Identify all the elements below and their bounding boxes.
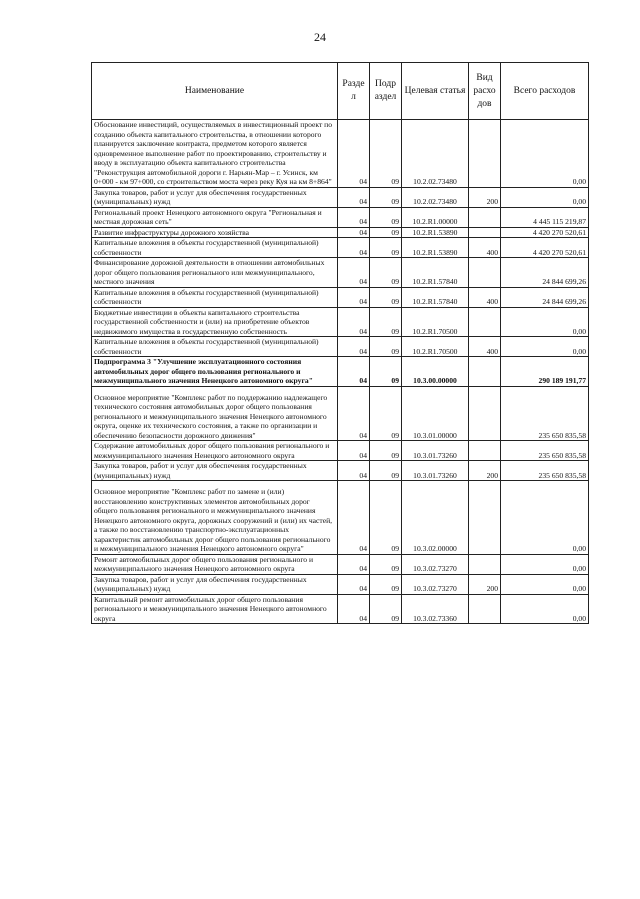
row-subsection: 09: [370, 258, 402, 288]
row-name: Капитальные вложения в объекты государственной (муниципальной) собственности: [92, 287, 338, 307]
row-section: 04: [338, 287, 370, 307]
budget-table: [91, 62, 589, 624]
row-target: 10.3.01.00000: [402, 386, 469, 441]
table-row: [92, 574, 589, 594]
row-subsection: 09: [370, 238, 402, 258]
row-total: 235 650 835,58: [501, 386, 589, 441]
row-target: 10.3.02.73270: [402, 554, 469, 574]
row-section: 04: [338, 258, 370, 288]
row-total: 0,00: [501, 594, 589, 624]
row-target: 10.2.R1.57840: [402, 287, 469, 307]
row-section: 04: [338, 307, 370, 337]
row-expense-type: 200: [469, 187, 501, 207]
table-row: [92, 461, 589, 481]
row-target: 10.2.R1.70500: [402, 307, 469, 337]
row-expense-type: [469, 120, 501, 188]
row-section: 04: [338, 386, 370, 441]
table-row: [92, 238, 589, 258]
row-name: Основное мероприятие "Комплекс работ по поддержанию надлежащего технического состояния автомобильных дорог общего пользования регионального и межмуниципального значения Ненецкого автономного округа, оценке их технического состояния, а также по организации и обеспечению безопасности дорожного движения": [92, 386, 338, 441]
row-total: 0,00: [501, 120, 589, 188]
row-name: Капитальный ремонт автомобильных дорог общего пользования регионального и межмуниципального значения Ненецкого автономного округа: [92, 594, 338, 624]
row-subsection: 09: [370, 187, 402, 207]
row-subsection: 09: [370, 207, 402, 227]
row-name: Финансирование дорожной деятельности в отношении автомобильных дорог общего пользования регионального или межмуниципального, местного значения: [92, 258, 338, 288]
row-expense-type: 400: [469, 337, 501, 357]
row-total: 235 650 835,58: [501, 461, 589, 481]
row-expense-type: [469, 441, 501, 461]
row-subsection: 09: [370, 441, 402, 461]
row-name: Капитальные вложения в объекты государственной (муниципальной) собственности: [92, 337, 338, 357]
row-subsection: 09: [370, 120, 402, 188]
row-subsection: 09: [370, 357, 402, 387]
row-total: 24 844 699,26: [501, 287, 589, 307]
row-subsection: 09: [370, 386, 402, 441]
row-subsection: 09: [370, 574, 402, 594]
row-target: 10.2.R1.70500: [402, 337, 469, 357]
row-target: 10.2.02.73480: [402, 187, 469, 207]
row-subsection: 09: [370, 287, 402, 307]
header-row: [92, 63, 589, 120]
table-body: [92, 120, 589, 624]
row-section: 04: [338, 337, 370, 357]
row-subsection: 09: [370, 554, 402, 574]
row-subsection: 09: [370, 307, 402, 337]
row-name: Закупка товаров, работ и услуг для обеспечения государственных (муниципальных) нужд: [92, 461, 338, 481]
table-row: [92, 227, 589, 238]
row-total: 4 445 115 219,87: [501, 207, 589, 227]
row-name: Ремонт автомобильных дорог общего пользования регионального и межмуниципального значения Ненецкого автономного округа: [92, 554, 338, 574]
row-name: Закупка товаров, работ и услуг для обеспечения государственных (муниципальных) нужд: [92, 187, 338, 207]
row-total: 0,00: [501, 574, 589, 594]
header-target: Целевая статья: [402, 63, 469, 120]
row-expense-type: [469, 594, 501, 624]
row-section: 04: [338, 461, 370, 481]
table-row: [92, 441, 589, 461]
header-expense-type: Вид расхо дов: [469, 63, 501, 120]
row-section: 04: [338, 481, 370, 555]
row-subsection: 09: [370, 337, 402, 357]
row-expense-type: [469, 207, 501, 227]
row-expense-type: [469, 386, 501, 441]
row-target: 10.2.R1.57840: [402, 258, 469, 288]
row-name: Капитальные вложения в объекты государственной (муниципальной) собственности: [92, 238, 338, 258]
row-section: 04: [338, 238, 370, 258]
row-target: 10.2.R1.53890: [402, 227, 469, 238]
row-section: 04: [338, 227, 370, 238]
row-section: 04: [338, 357, 370, 387]
row-total: 0,00: [501, 481, 589, 555]
row-expense-type: [469, 227, 501, 238]
row-target: 10.2.02.73480: [402, 120, 469, 188]
row-name: Региональный проект Ненецкого автономного округа "Региональная и местная дорожная сеть": [92, 207, 338, 227]
row-total: 0,00: [501, 307, 589, 337]
row-target: 10.2.R1.00000: [402, 207, 469, 227]
header-section: Разде л: [338, 63, 370, 120]
row-expense-type: 200: [469, 461, 501, 481]
row-section: 04: [338, 554, 370, 574]
row-total: 4 420 270 520,61: [501, 227, 589, 238]
row-target: 10.3.00.00000: [402, 357, 469, 387]
row-name: Закупка товаров, работ и услуг для обеспечения государственных (муниципальных) нужд: [92, 574, 338, 594]
row-total: 290 189 191,77: [501, 357, 589, 387]
row-name: Обоснование инвестиций, осуществляемых в инвестиционный проект по созданию объекта капитального строительства, в отношении которого планируется заключение контракта, предметом которого является одновременное выполнение работ по проектированию, строительству и вводу в эксплуатацию объекта капитального строительства "Реконструкция автомобильной дороги г. Нарьян-Мар – г. Усинск, км 0+000 - км 97+000, со строительством моста через реку Куя на км 8+864": [92, 120, 338, 188]
row-expense-type: [469, 258, 501, 288]
table-row: [92, 386, 589, 441]
row-name: Основное мероприятие "Комплекс работ по замене и (или) восстановлению конструктивных элементов автомобильных дорог общего пользования регионального и межмуниципального значения Ненецкого автономного округа, дорожных сооружений и (или) их частей, а также по восстановлению транспортно-эксплуатационных характеристик автомобильных дорог общего пользования регионального и межмуниципального значения Ненецкого автономного округа": [92, 481, 338, 555]
row-target: 10.3.02.73360: [402, 594, 469, 624]
table-row: [92, 481, 589, 555]
row-total: 0,00: [501, 337, 589, 357]
row-target: 10.3.02.00000: [402, 481, 469, 555]
row-subsection: 09: [370, 461, 402, 481]
row-target: 10.2.R1.53890: [402, 238, 469, 258]
header-subsection: Подр аздел: [370, 63, 402, 120]
row-expense-type: 400: [469, 287, 501, 307]
row-expense-type: [469, 307, 501, 337]
row-section: 04: [338, 187, 370, 207]
row-total: 0,00: [501, 554, 589, 574]
table-row: [92, 357, 589, 387]
row-expense-type: [469, 357, 501, 387]
row-subsection: 09: [370, 227, 402, 238]
header-total: Всего расходов: [501, 63, 589, 120]
row-section: 04: [338, 207, 370, 227]
row-expense-type: [469, 481, 501, 555]
row-section: 04: [338, 120, 370, 188]
row-total: 235 650 835,58: [501, 441, 589, 461]
row-expense-type: [469, 554, 501, 574]
row-expense-type: 200: [469, 574, 501, 594]
table-row: [92, 554, 589, 574]
table-row: [92, 337, 589, 357]
table-row: [92, 207, 589, 227]
table-row: [92, 120, 589, 188]
row-target: 10.3.01.73260: [402, 441, 469, 461]
row-section: 04: [338, 574, 370, 594]
row-target: 10.3.01.73260: [402, 461, 469, 481]
header-name: Наименование: [92, 63, 338, 120]
row-target: 10.3.02.73270: [402, 574, 469, 594]
row-name: Развитие инфраструктуры дорожного хозяйства: [92, 227, 338, 238]
table-row: [92, 187, 589, 207]
table-row: [92, 594, 589, 624]
row-expense-type: 400: [469, 238, 501, 258]
row-total: 24 844 699,26: [501, 258, 589, 288]
row-name: Содержание автомобильных дорог общего пользования регионального и межмуниципального значения Ненецкого автономного округа: [92, 441, 338, 461]
row-subsection: 09: [370, 481, 402, 555]
row-section: 04: [338, 594, 370, 624]
table-row: [92, 287, 589, 307]
page-number: 24: [314, 30, 326, 44]
row-section: 04: [338, 441, 370, 461]
row-subsection: 09: [370, 594, 402, 624]
table-row: [92, 258, 589, 288]
row-name: Подпрограмма 3 "Улучшение эксплуатационного состояния автомобильных дорог общего пользования регионального и межмуниципального значения Ненецкого автономного округа": [92, 357, 338, 387]
row-name: Бюджетные инвестиции в объекты капитального строительства государственной собственности и (или) на приобретение объектов недвижимого имущества в государственную собственность: [92, 307, 338, 337]
table-row: [92, 307, 589, 337]
row-total: 4 420 270 520,61: [501, 238, 589, 258]
row-total: 0,00: [501, 187, 589, 207]
